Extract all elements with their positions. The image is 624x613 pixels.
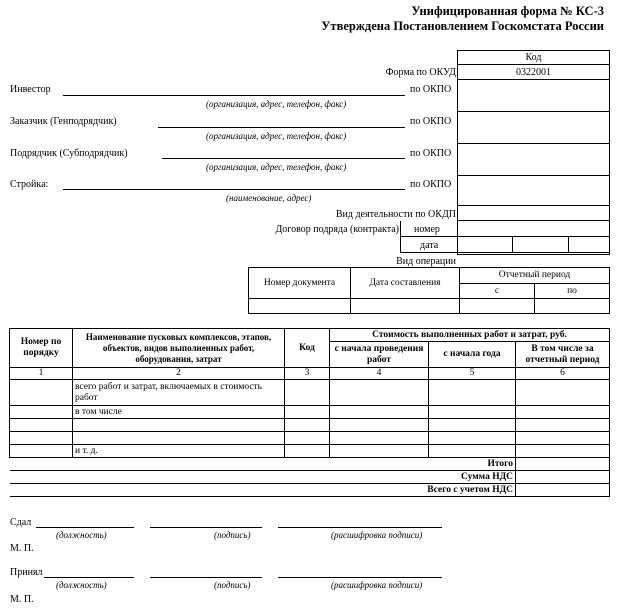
table-row [10, 419, 610, 432]
stroika-line[interactable] [63, 189, 405, 190]
data-label: дата [420, 240, 439, 251]
prinyal-label: Принял [10, 567, 43, 578]
nds-label: Сумма НДС [10, 471, 516, 484]
prinyal-position-hint: (должность) [56, 580, 107, 590]
form-subtitle: Утверждена Постановлением Госкомстата России [321, 19, 604, 33]
form-title: Унифицированная форма № КС-3 [411, 4, 604, 18]
sdal-position-hint: (должность) [56, 530, 107, 540]
sdal-position-line[interactable] [36, 527, 134, 528]
zakazchik-hint: (организация, адрес, телефон, факс) [206, 131, 347, 141]
col-num-5: 5 [429, 368, 516, 380]
cell[interactable] [285, 432, 330, 445]
okpo-zakazchik: по ОКПО [410, 116, 452, 127]
sdal-signature-line[interactable] [150, 527, 262, 528]
zakazchik-line[interactable] [158, 127, 405, 128]
col-code-header: Код [285, 329, 330, 368]
cell[interactable] [285, 419, 330, 432]
prinyal-decoding-line[interactable] [278, 577, 442, 578]
sdal-decoding-line[interactable] [278, 527, 442, 528]
cell[interactable] [330, 380, 429, 406]
vid-deyat-label: Вид деятельности по ОКДП [335, 209, 456, 220]
col-name-header: Наименование пусковых комплексов, этапов, объектов, видов выполненных работ, оборудования, затрат [73, 329, 285, 368]
cell[interactable] [10, 432, 73, 445]
zakazchik-label: Заказчик (Генподрядчик) [10, 116, 117, 127]
stroika-label: Стройка: [10, 179, 49, 190]
cell[interactable] [330, 419, 429, 432]
cell[interactable] [429, 380, 516, 406]
main-table [9, 328, 610, 497]
doc-date-header: Дата составления [351, 268, 460, 299]
dogovor-label: Договор подряда (контракта) [275, 224, 399, 235]
table-row [10, 445, 610, 458]
cell[interactable] [10, 419, 73, 432]
grand-total-row [10, 484, 610, 497]
cell[interactable] [516, 445, 610, 458]
codes-box [457, 50, 610, 255]
podryadchik-hint: (организация, адрес, телефон, факс) [206, 162, 347, 172]
cell[interactable] [516, 406, 610, 419]
cell[interactable] [516, 432, 610, 445]
kod-header: Код [525, 52, 542, 63]
vid-oper-label: Вид операции [396, 256, 456, 267]
code-divider [457, 205, 610, 206]
vsego-label: Всего с учетом НДС [10, 484, 516, 497]
cell[interactable] [10, 445, 73, 458]
nds-value[interactable] [516, 471, 610, 484]
okpo-stroika: по ОКПО [410, 179, 452, 190]
period-to-cell[interactable] [535, 299, 610, 314]
code-divider [457, 175, 610, 176]
code-divider [457, 64, 610, 65]
itogo-value[interactable] [516, 458, 610, 471]
okud-value: 0322001 [516, 67, 551, 78]
cell[interactable] [330, 432, 429, 445]
cost-header: Стоимость выполненных работ и затрат, руб. [330, 329, 610, 342]
cell[interactable] [285, 380, 330, 406]
code-divider [457, 220, 610, 221]
sdal-signature-hint: (подпись) [214, 530, 251, 540]
table-row [10, 406, 610, 419]
podryadchik-label: Подрядчик (Субподрядчик) [10, 148, 128, 159]
doc-number-cell[interactable] [249, 299, 351, 314]
cell[interactable] [330, 445, 429, 458]
cell[interactable] [330, 406, 429, 419]
cell[interactable] [10, 380, 73, 406]
cell[interactable] [10, 406, 73, 419]
cell[interactable] [429, 445, 516, 458]
cell[interactable] [516, 380, 610, 406]
row-etc-label: и т. д. [73, 445, 285, 458]
date-split-box [512, 237, 569, 253]
col-num-6: 6 [516, 368, 610, 380]
doc-table [248, 267, 610, 314]
prinyal-decoding-hint: (расшифровка подписи) [331, 580, 423, 590]
col-number-header: Номер по порядку [10, 329, 73, 368]
period-to: по [535, 284, 610, 299]
col-num-3: 3 [285, 368, 330, 380]
doc-date-cell[interactable] [351, 299, 460, 314]
cell[interactable] [429, 432, 516, 445]
sdal-decoding-hint: (расшифровка подписи) [331, 530, 423, 540]
prinyal-position-line[interactable] [44, 577, 134, 578]
sdal-stamp: М. П. [10, 543, 34, 554]
cell[interactable] [429, 406, 516, 419]
podryadchik-line[interactable] [162, 158, 405, 159]
vsego-value[interactable] [516, 484, 610, 497]
doc-number-header: Номер документа [249, 268, 351, 299]
cell[interactable] [285, 445, 330, 458]
cell[interactable] [516, 419, 610, 432]
investor-line[interactable] [63, 95, 405, 96]
col-year-header: с начала года [429, 342, 516, 368]
okpo-investor: по ОКПО [410, 84, 452, 95]
total-row [10, 458, 610, 471]
code-divider [457, 143, 610, 144]
cell[interactable] [285, 406, 330, 419]
table-row [10, 380, 610, 406]
table-row [10, 432, 610, 445]
okpo-podryadchik: по ОКПО [410, 148, 452, 159]
investor-hint: (организация, адрес, телефон, факс) [206, 99, 347, 109]
col-num-4: 4 [330, 368, 429, 380]
prinyal-signature-line[interactable] [150, 577, 262, 578]
cell[interactable] [429, 419, 516, 432]
nomer-label: номер [414, 224, 440, 235]
cell[interactable] [73, 432, 285, 445]
col-num-1: 1 [10, 368, 73, 380]
cell[interactable] [73, 419, 285, 432]
period-from-cell[interactable] [460, 299, 535, 314]
row-all-label: всего работ и затрат, включаемых в стоимость работ [73, 380, 285, 406]
nds-row [10, 471, 610, 484]
sdal-label: Сдал [10, 517, 32, 528]
col-num-2: 2 [73, 368, 285, 380]
stroika-hint: (наименование, адрес) [226, 193, 312, 203]
period-header: Отчетный период [460, 268, 610, 284]
col-period-header: В том числе за отчетный период [516, 342, 610, 368]
col-from-start-header: с начала проведения работ [330, 342, 429, 368]
itogo-label: Итого [10, 458, 516, 471]
investor-label: Инвестор [10, 84, 51, 95]
prinyal-signature-hint: (подпись) [214, 580, 251, 590]
code-divider [457, 79, 610, 80]
okud-label: Форма по ОКУД [385, 67, 456, 78]
row-incl-label: в том числе [73, 406, 285, 419]
prinyal-stamp: М. П. [10, 594, 34, 605]
period-from: с [460, 284, 535, 299]
code-divider [457, 111, 610, 112]
